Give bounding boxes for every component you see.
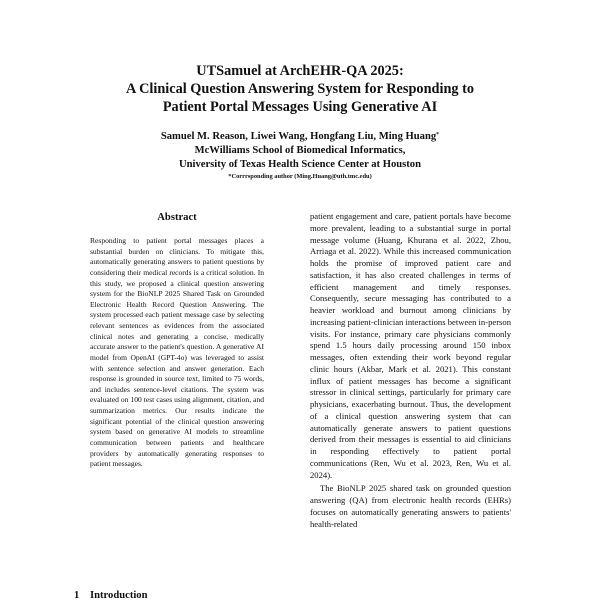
author-list	[0, 130, 600, 144]
affiliation-line: University of Texas Health Science Center at Houston	[179, 159, 421, 170]
section-number: 1	[74, 590, 80, 601]
author-block	[0, 130, 600, 172]
corresponding-mark: *	[436, 132, 440, 138]
corresponding-author-note: *Corrrsponding author (Ming.Huang@uth.tmc.edu)	[228, 173, 372, 180]
author-names: Samuel M. Reason, Liwei Wang, Hongfang Liu, Ming Huang	[160, 131, 437, 142]
paper-header	[0, 62, 600, 181]
body-paragraph: The BioNLP 2025 shared task on grounded question answering (QA) from electronic health records (EHRs) focuses on automatically generating answers to patients' health-related	[310, 483, 511, 529]
right-column	[310, 211, 511, 530]
left-column	[90, 212, 264, 470]
title-line: Patient Portal Messages Using Generative AI	[162, 99, 438, 115]
paper-title	[0, 62, 600, 116]
abstract-heading: Abstract	[157, 212, 197, 223]
abstract-text: Responding to patient portal messages places a substantial burden on clinicians. To mitigate this, automatically generating answers to patient questions by considering their medical records is a critical solution. In this study, we proposed a clinical question answering system for the BioNLP 2025 Shared Task on Grounded Electronic Health Record Question Answering. The system processed each patient message case by selecting relevant sentences as evidences from the associated clinical notes and generating a concise, medically accurate answer to the patient's question. A generative AI model from OpenAI (GPT-4o) was leveraged to assist with sentence selection and answer generation. Each response is grounded in source text, limited to 75 words, and includes sentence-level citations. The system was evaluated on 100 test cases using alignment, citation, and summarization metrics. Our results indicate the significant potential of the clinical question answering system based on generative AI models to streamline communication between patients and healthcare providers by automatically generating responses to patient messages.	[90, 236, 264, 469]
section-title: Introduction	[90, 590, 148, 601]
affiliation-line: McWilliams School of Biomedical Informatics,	[194, 145, 406, 156]
section-heading-introduction	[74, 590, 148, 601]
body-paragraph: patient engagement and care, patient portals have become more prevalent, leading to a substantial surge in portal message volume (Huang, Khurana et al. 2022, Zhou, Arriaga et al. 2022). While this increased communication holds the promise of improved patient care and satisfaction, it has also created challenges in terms of efficient management and timely responses. Consequently, secure messaging has contributed to a heavier workload and burnout among clinicians by increasing patient-clinician interactions between in-person visits. For instance, primary care physicians commonly spend 1.5 hours daily processing around 150 inbox messages, often extending their work beyond regular clinic hours (Akbar, Mark et al. 2021). This constant influx of patient messages has become a significant stressor in clinical settings, particularly for primary care physicians, exacerbating burnout. Thus, the development of a clinical question answering system that can automatically generate answers to patient questions derived from their messages is essential to aid clinicians in responding effectively to patient portal communications (Ren, Wu et al. 2023, Ren, Wu et al. 2024).	[310, 211, 511, 480]
title-line: A Clinical Question Answering System for Responding to	[125, 81, 475, 97]
title-line: UTSamuel at ArchEHR-QA 2025:	[196, 63, 404, 79]
